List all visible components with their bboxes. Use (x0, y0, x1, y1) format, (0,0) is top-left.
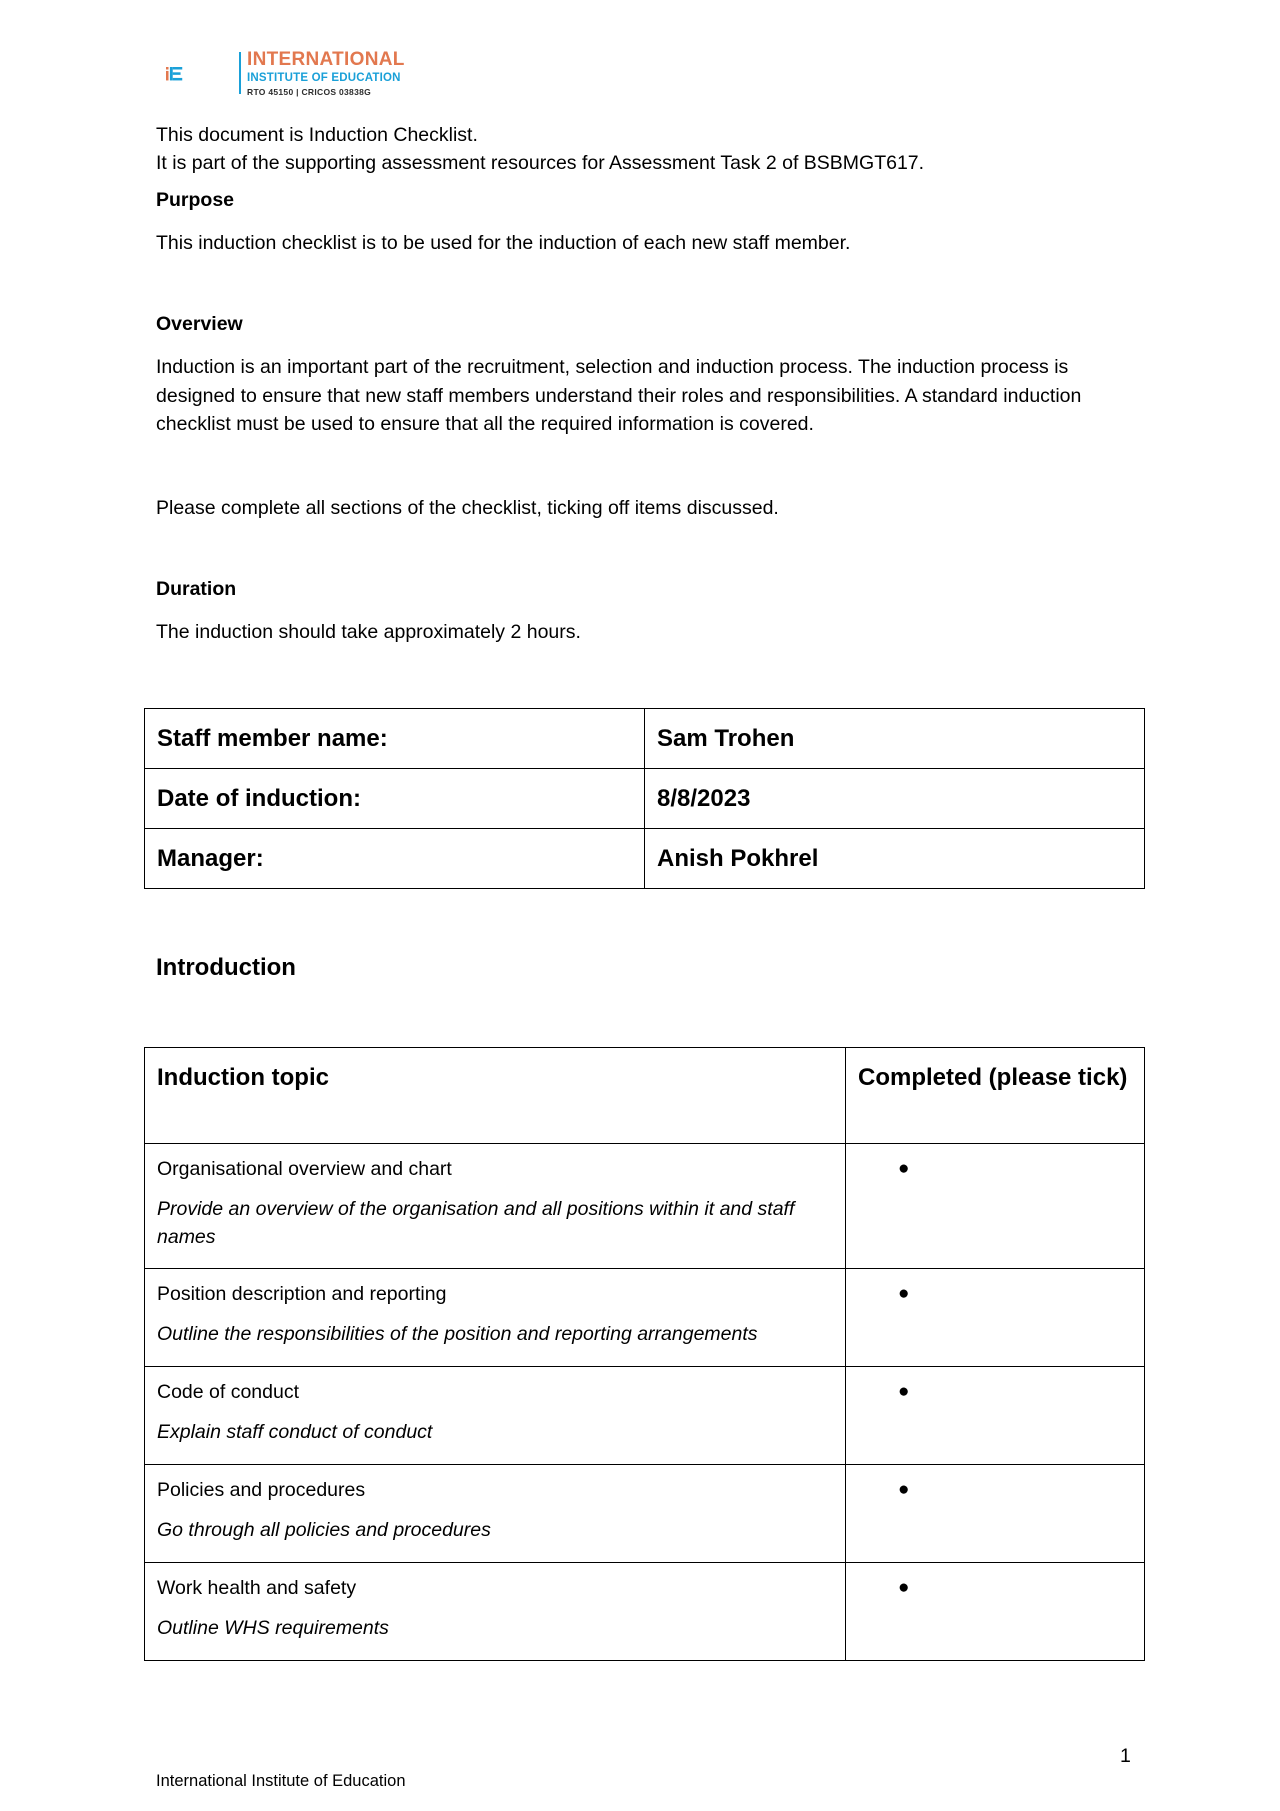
page-number: 1 (1120, 1745, 1131, 1767)
completed-tick-cell[interactable]: ● (846, 1144, 1145, 1269)
topic-title: Policies and procedures (157, 1479, 366, 1501)
info-label: Staff member name: (145, 709, 645, 769)
info-row-manager (145, 829, 1145, 889)
info-value: Anish Pokhrel (645, 829, 1145, 889)
footer-text: International Institute of Education (156, 1772, 406, 1790)
purpose-text: This induction checklist is to be used for the induction of each new staff member. (156, 232, 851, 254)
overview-heading: Overview (156, 313, 243, 335)
info-value: 8/8/2023 (645, 769, 1145, 829)
topic-description: Outline WHS requirements (157, 1617, 389, 1639)
institute-logo-text (247, 49, 405, 98)
completed-tick-cell[interactable]: ● (846, 1465, 1145, 1563)
topic-cell (145, 1563, 846, 1661)
overview-text: Induction is an important part of the recruitment, selection and induction process. The induction process is designed to ensure that new staff members understand their roles and responsibilities. A standard induction checklist must be used to ensure that all the required information is covered. (156, 356, 1082, 435)
topic-description: Go through all policies and procedures (157, 1519, 491, 1541)
topic-title: Work health and safety (157, 1577, 357, 1599)
topic-cell (145, 1367, 846, 1465)
institute-logo-mark (166, 49, 236, 99)
checklist-row (145, 1563, 1145, 1661)
duration-heading: Duration (156, 578, 237, 600)
topic-title: Code of conduct (157, 1381, 300, 1403)
completed-tick-cell[interactable]: ● (846, 1367, 1145, 1465)
topic-description: Provide an overview of the organisation and all positions within it and staff names (157, 1198, 795, 1248)
duration-text: The induction should take approximately 2 hours. (156, 621, 581, 643)
topic-description: Explain staff conduct of conduct (157, 1421, 433, 1443)
logo-line-1: INTERNATIONAL (247, 49, 405, 70)
completed-tick-cell[interactable]: ● (846, 1563, 1145, 1661)
topic-cell (145, 1269, 846, 1367)
column-header-topic: Induction topic (145, 1048, 846, 1144)
intro-line-1: This document is Induction Checklist. (156, 124, 478, 146)
info-value: Sam Trohen (645, 709, 1145, 769)
induction-checklist-table (144, 1047, 1145, 1661)
overview-instruction: Please complete all sections of the checklist, ticking off items discussed. (156, 497, 779, 519)
staff-info-table (144, 708, 1145, 889)
checklist-header-row (145, 1048, 1145, 1144)
topic-cell (145, 1465, 846, 1563)
completed-tick-cell[interactable]: ● (846, 1269, 1145, 1367)
column-header-completed: Completed (please tick) (846, 1048, 1145, 1144)
info-label: Manager: (145, 829, 645, 889)
info-row-staff-name (145, 709, 1145, 769)
checklist-row (145, 1367, 1145, 1465)
intro-line-2: It is part of the supporting assessment resources for Assessment Task 2 of BSBMGT617. (156, 152, 925, 174)
logo-divider (239, 52, 241, 94)
introduction-heading: Introduction (156, 954, 296, 981)
logo-line-3: RTO 45150 | CRICOS 03838G (247, 87, 372, 97)
info-row-date (145, 769, 1145, 829)
logo-line-2: INSTITUTE OF EDUCATION (247, 72, 401, 84)
topic-description: Outline the responsibilities of the position and reporting arrangements (157, 1323, 758, 1345)
topic-title: Organisational overview and chart (157, 1158, 452, 1180)
info-label: Date of induction: (145, 769, 645, 829)
purpose-heading: Purpose (156, 189, 235, 211)
topic-cell (145, 1144, 846, 1269)
checklist-row (145, 1144, 1145, 1269)
topic-title: Position description and reporting (157, 1283, 447, 1305)
checklist-row (145, 1465, 1145, 1563)
checklist-row (145, 1269, 1145, 1367)
